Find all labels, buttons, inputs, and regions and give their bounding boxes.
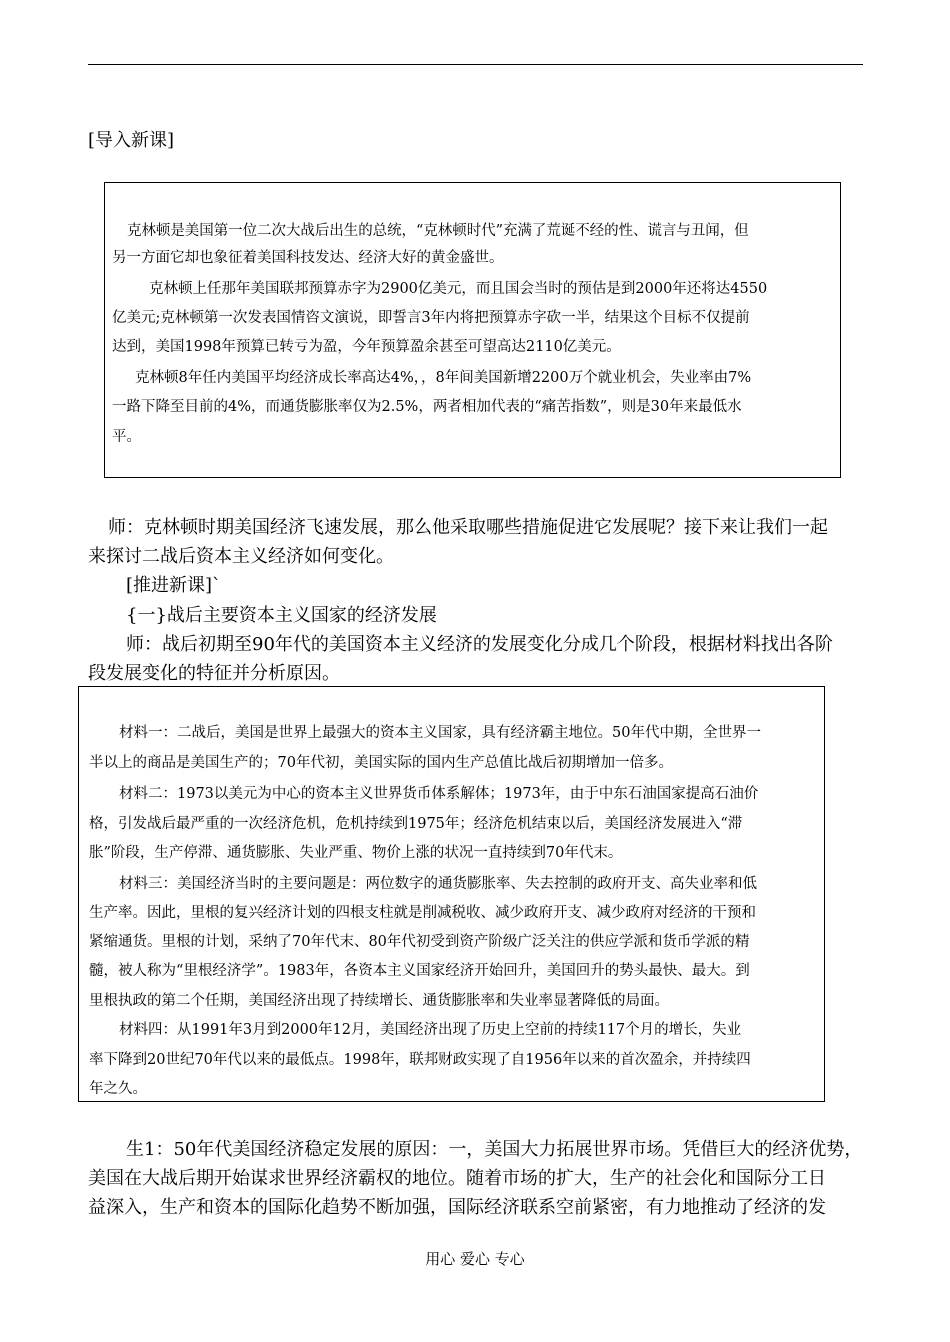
materials-line: 生产率。因此，里根的复兴经济计划的四根支柱就是削减税收、减少政府开支、减少政府对经济的干预和 bbox=[89, 905, 756, 921]
box1-line: 一路下降至目前的4%，而通货膨胀率仅为2.5%，两者相加代表的“痛苦指数”，则是30年来最低水 bbox=[112, 399, 742, 415]
box1-line: 达到，美国1998年预算已转亏为盈，今年预算盈余甚至可望高达2110亿美元。 bbox=[112, 339, 621, 355]
materials-line: 材料二：1973以美元为中心的资本主义世界货币体系解体；1973年，由于中东石油国家提高石油价 bbox=[119, 786, 759, 802]
materials-line: 年之久。 bbox=[89, 1081, 147, 1097]
student-paragraph-line: 益深入，生产和资本的国际化趋势不断加强，国际经济联系空前紧密，有力地推动了经济的发 bbox=[88, 1197, 826, 1218]
materials-line: 胀”阶段，生产停滞、通货膨胀、失业严重、物价上涨的状况一直持续到70年代末。 bbox=[89, 845, 623, 861]
materials-line: 格，引发战后最严重的一次经济危机，危机持续到1975年；经济危机结束以后，美国经济发展进入“滞 bbox=[89, 816, 743, 832]
box1-line: 亿美元;克林顿第一次发表国情咨文演说，即誓言3年内将把预算赤字砍一半，结果这个目标不仅提前 bbox=[112, 310, 750, 326]
materials-line: 率下降到20世纪70年代以来的最低点。1998年，联邦财政实现了自1956年以来的首次盈余，并持续四 bbox=[89, 1052, 751, 1068]
header-rule bbox=[88, 64, 863, 65]
student-paragraph-line: 生1：50年代美国经济稳定发展的原因：一，美国大力拓展世界市场。凭借巨大的经济优势， bbox=[126, 1139, 863, 1160]
materials-line: 紧缩通货。里根的计划，采纳了70年代末、80年代初受到资产阶级广泛关注的供应学派和货币学派的精 bbox=[89, 934, 750, 950]
materials-box bbox=[78, 686, 825, 1102]
materials-line: 材料三：美国经济当时的主要问题是：两位数字的通货膨胀率、失去控制的政府开支、高失业率和低 bbox=[119, 876, 757, 892]
teacher-paragraph-line: 段发展变化的特征并分析原因。 bbox=[88, 663, 340, 684]
materials-line: 材料四：从1991年3月到2000年12月，美国经济出现了历史上空前的持续117个月的增长，失业 bbox=[119, 1022, 742, 1038]
page-footer: 用心 爱心 专心 bbox=[425, 1250, 525, 1268]
teacher-paragraph-line: 来探讨二战后资本主义经济如何变化。 bbox=[88, 546, 394, 567]
materials-line: 髓，被人称为“里根经济学”。1983年，各资本主义国家经济开始回升，美国回升的势头最快、最大。到 bbox=[89, 963, 750, 979]
clinton-quote-box bbox=[104, 182, 841, 478]
student-paragraph-line: 美国在大战后期开始谋求世界经济霸权的地位。随着市场的扩大，生产的社会化和国际分工日 bbox=[88, 1168, 826, 1189]
box1-line: 平。 bbox=[112, 429, 141, 445]
teacher-paragraph-line: 师：战后初期至90年代的美国资本主义经济的发展变化分成几个阶段，根据材料找出各阶 bbox=[126, 634, 833, 655]
materials-line: 里根执政的第二个任期，美国经济出现了持续增长、通货膨胀率和失业率显著降低的局面。 bbox=[89, 993, 669, 1009]
section-heading-advance: [推进新课]` bbox=[126, 575, 222, 596]
subsection-heading: {一}战后主要资本主义国家的经济发展 bbox=[126, 605, 437, 626]
section-heading-intro: [导入新课] bbox=[88, 130, 175, 151]
box1-line: 克林顿上任那年美国联邦预算赤字为2900亿美元，而且国会当时的预估是到2000年还将达4550 bbox=[149, 281, 768, 297]
teacher-paragraph-line: 师：克林顿时期美国经济飞速发展，那么他采取哪些措施促进它发展呢？接下来让我们一起 bbox=[108, 517, 828, 538]
box1-line: 另一方面它却也象征着美国科技发达、经济大好的黄金盛世。 bbox=[112, 250, 504, 266]
materials-line: 半以上的商品是美国生产的；70年代初，美国实际的国内生产总值比战后初期增加一倍多。 bbox=[89, 755, 673, 771]
box1-line: 克林顿是美国第一位二次大战后出生的总统，“克林顿时代”充满了荒诞不经的性、谎言与丑闻，但 bbox=[127, 223, 749, 239]
box1-line: 克林顿8年任内美国平均经济成长率高达4%，，8年间美国新增2200万个就业机会，失业率由7% bbox=[135, 370, 752, 386]
materials-line: 材料一：二战后，美国是世界上最强大的资本主义国家，具有经济霸主地位。50年代中期，全世界一 bbox=[119, 725, 761, 741]
